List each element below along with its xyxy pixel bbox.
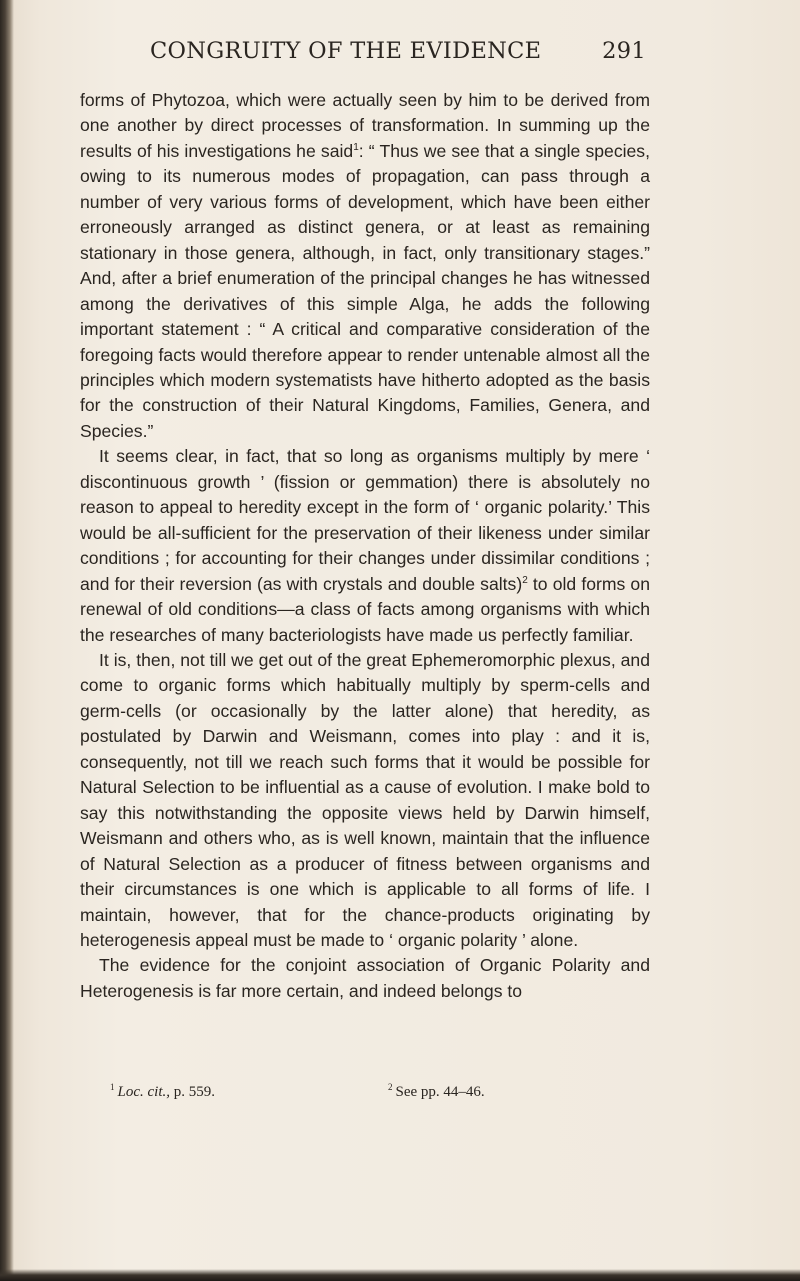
paragraph-2: It seems clear, in fact, that so long as organisms multiply by mere ‘ discontinuous growth ’ (fission or gemmation) there is absolutely no reason to appeal to heredity except in the form of ‘ organic polarity.’ This would be all-sufficient for the preservation of their likeness under similar conditions ; for accounting for their changes under dissimilar conditions ; and for their reversion (as with crystals and double salts)$^2$ to old forms on renewal of old conditions—a class of facts among organisms with which the researches of many bacteriologists have made us perfectly familiar.: [80, 446, 651, 645]
body-text: [80, 88, 650, 1004]
footnote-2: $^2$ See pp. 44–46.: [388, 1082, 485, 1100]
paragraph-1: forms of Phytozoa, which were actually seen by him to be derived from one another by direct processes of transformation. In summing up the results of his investigations he said$^1$: “ Thus we see that a single species, owing to its numerous modes of propagation, can pass through a number of very various forms of development, which have been either erroneously arranged as distinct genera, or at least as remaining stationary in those genera, although, in fact, only transitionary stages.” And, after a brief enumeration of the principal changes he has witnessed among the derivatives of this simple Alga, he adds the following important statement : “ A critical and comparative consideration of the foregoing facts would therefore appear to render untenable almost all the principles which modern systematists have hitherto adopted as the basis for the construction of their Natural Kingdoms, Families, Genera, and Species.”: [80, 90, 650, 441]
page-header: [150, 38, 646, 78]
paragraph-4: The evidence for the conjoint association of Organic Polarity and Heterogenesis is far more certain, and indeed belongs to: [80, 955, 650, 1001]
footnote-ref-1[interactable]: 1: [353, 141, 359, 153]
page-bottom-edge: [0, 1269, 800, 1281]
page-number: 291: [602, 38, 646, 64]
footnote-1: $^1$ Loc. cit., p. 559.: [110, 1082, 215, 1100]
running-title: CONGRUITY OF THE EVIDENCE: [150, 38, 542, 64]
book-spine-shadow: [0, 0, 14, 1281]
footnote-ref-2[interactable]: 2: [522, 574, 528, 586]
footnotes: [80, 1084, 650, 1110]
paragraph-3: It is, then, not till we get out of the great Ephemeromorphic plexus, and come to organic forms which habitually multiply by sperm-cells and germ-cells (or occasionally by the latter alone) that heredity, as postulated by Darwin and Weismann, comes into play : and it is, consequently, not till we reach such forms that it would be possible for Natural Selection to be influential as a cause of evolution. I make bold to say this notwithstanding the opposite views held by Darwin himself, Weismann and others who, as is well known, maintain that the influence of Natural Selection as a producer of fitness between organisms and their circumstances is one which is applicable to all forms of life. I maintain, however, that for the chance-products originating by heterogenesis appeal must be made to ‘ organic polarity ’ alone.: [80, 649, 650, 950]
